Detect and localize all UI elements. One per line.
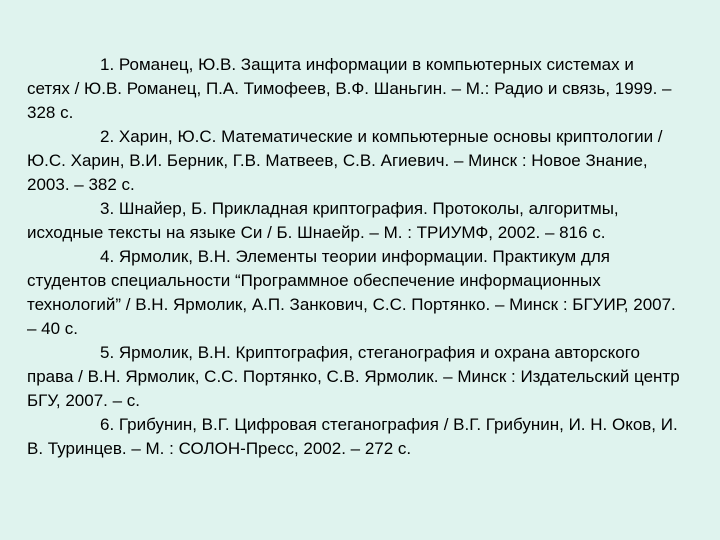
reference-item-1: 1. Романец, Ю.В. Защита информации в компьютерных системах и сетях / Ю.В. Романец, П.А. Тимофеев, В.Ф. Шаньгин. – М.: Радио и связь, 1999. – 328 с. [27,55,672,122]
reference-item-2: 2. Харин, Ю.С. Математические и компьютерные основы криптологии / Ю.С. Харин, В.И. Берник, Г.В. Матвеев, С.В. Агиевич. – Минск : Новое Знание, 2003. – 382 с. [27,127,663,194]
reference-item-4: 4. Ярмолик, В.Н. Элементы теории информации. Практикум для студентов специальности “Программное обеспечение информационных технологий” / В.Н. Ярмолик, А.П. Занкович, С.С. Портянко. – Минск : БГУИР, 2007. – 40 с. [27,247,676,338]
reference-item-3: 3. Шнайер, Б. Прикладная криптография. Протоколы, алгоритмы, исходные тексты на языке Си / Б. Шнаейр. – М. : ТРИУМФ, 2002. – 816 с. [27,199,619,242]
reference-item-6: 6. Грибунин, В.Г. Цифровая стеганография / В.Г. Грибунин, И. Н. Оков, И. В. Туринцев. – М. : СОЛОН-Пресс, 2002. – 272 с. [27,415,678,458]
reference-item-5: 5. Ярмолик, В.Н. Криптография, стеганография и охрана авторского права / В.Н. Ярмолик, С.С. Портянко, С.В. Ярмолик. – Минск : Издательский центр БГУ, 2007. – с. [27,343,680,410]
reference-list [27,53,680,461]
